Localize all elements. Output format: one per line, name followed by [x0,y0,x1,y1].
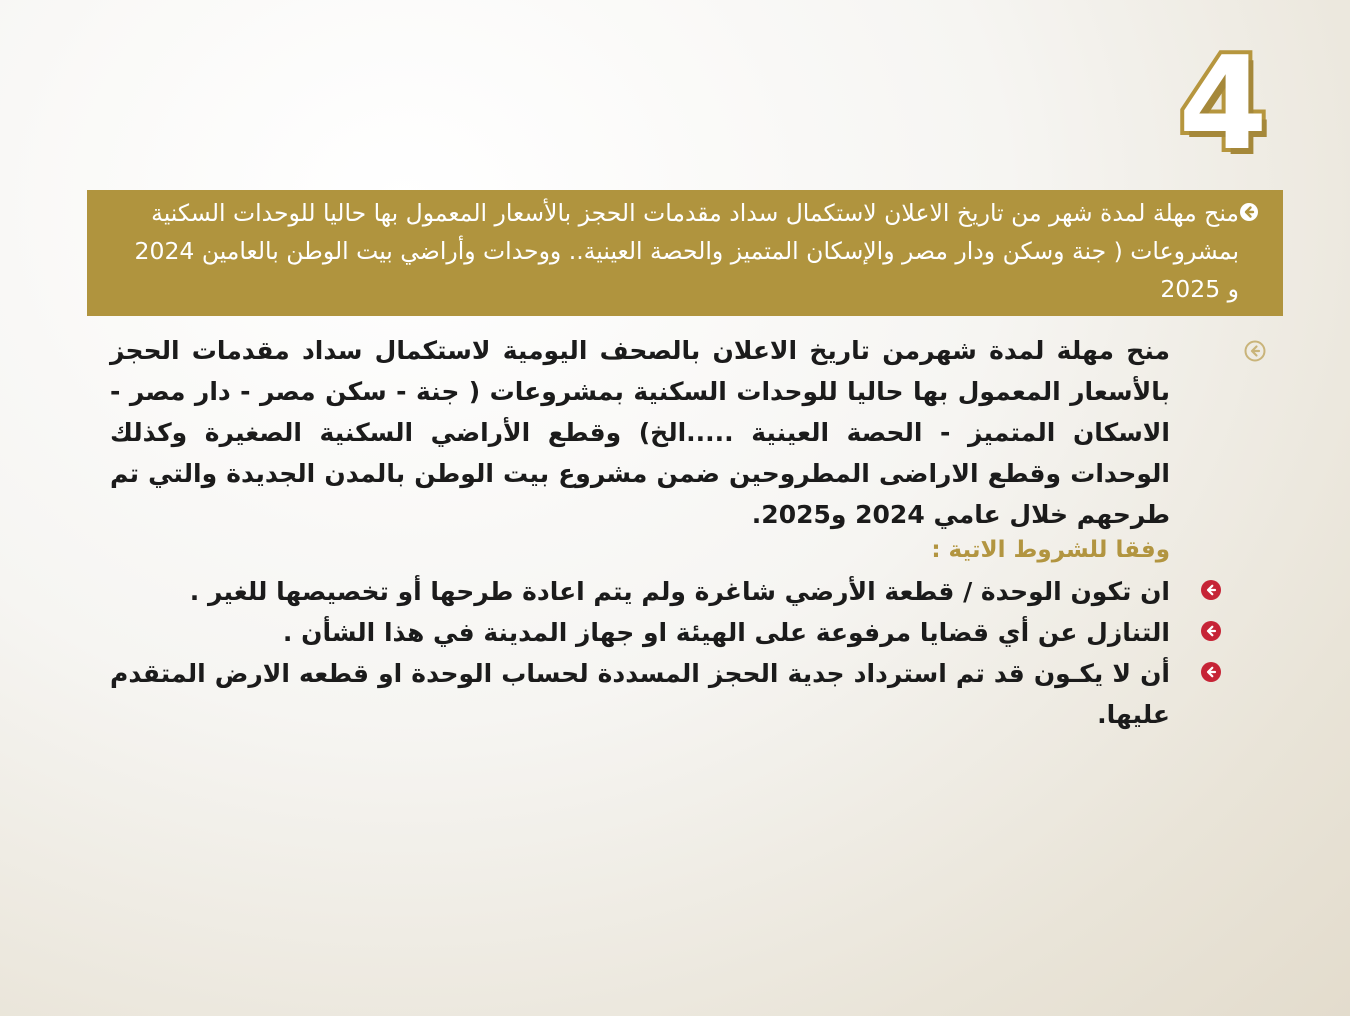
arrow-left-circle-icon [1200,620,1222,642]
main-paragraph [110,330,1170,535]
arrow-left-circle-icon [1244,340,1266,362]
arrow-left-circle-icon [1200,661,1222,683]
main-content [110,330,1280,735]
list-item [110,612,1170,653]
highlight-banner [87,190,1283,316]
list-item [110,653,1170,735]
condition-text: التنازل عن أي قضايا مرفوعة على الهيئة او جهاز المدينة في هذا الشأن . [282,618,1170,647]
conditions-title: وفقا للشروط الاتية : [931,537,1170,563]
step-number: 4 [1178,30,1268,179]
arrow-left-circle-icon [1200,579,1222,601]
main-paragraph-text: منح مهلة لمدة شهرمن تاريخ الاعلان بالصحف اليومية لاستكمال سداد مقدمات الحجز بالأسعار المعمول بها حاليا للوحدات السكنية بمشروعات ( جنة - سكن مصر - دار مصر - الاسكان المتميز - الحصة العينية .....الخ) وقطع الأراضي السكنية الصغيرة وكذلك الوحدات وقطع الاراضى المطروحين ضمن مشروع بيت الوطن بالمدن الجديدة والتي تم طرحهم خلال عامي 2024 و2025. [110,336,1170,529]
conditions-list [110,571,1280,735]
condition-text: أن لا يكـون قد تم استرداد جدية الحجز المسددة لحساب الوحدة او قطعه الارض المتقدم عليها. [110,659,1170,729]
banner-text: منح مهلة لمدة شهر من تاريخ الاعلان لاستكمال سداد مقدمات الحجز بالأسعار المعمول بها حاليا للوحدات السكنية بمشروعات ( جنة وسكن ودار مصر والإسكان المتميز والحصة العينية.. ووحدات وأراضي بيت الوطن بالعامين 2024 و 2025 [134,199,1239,303]
list-item [110,571,1170,612]
condition-text: ان تكون الوحدة / قطعة الأرضي شاغرة ولم يتم اعادة طرحها أو تخصيصها للغير . [189,577,1170,606]
arrow-left-circle-icon [1239,202,1259,222]
